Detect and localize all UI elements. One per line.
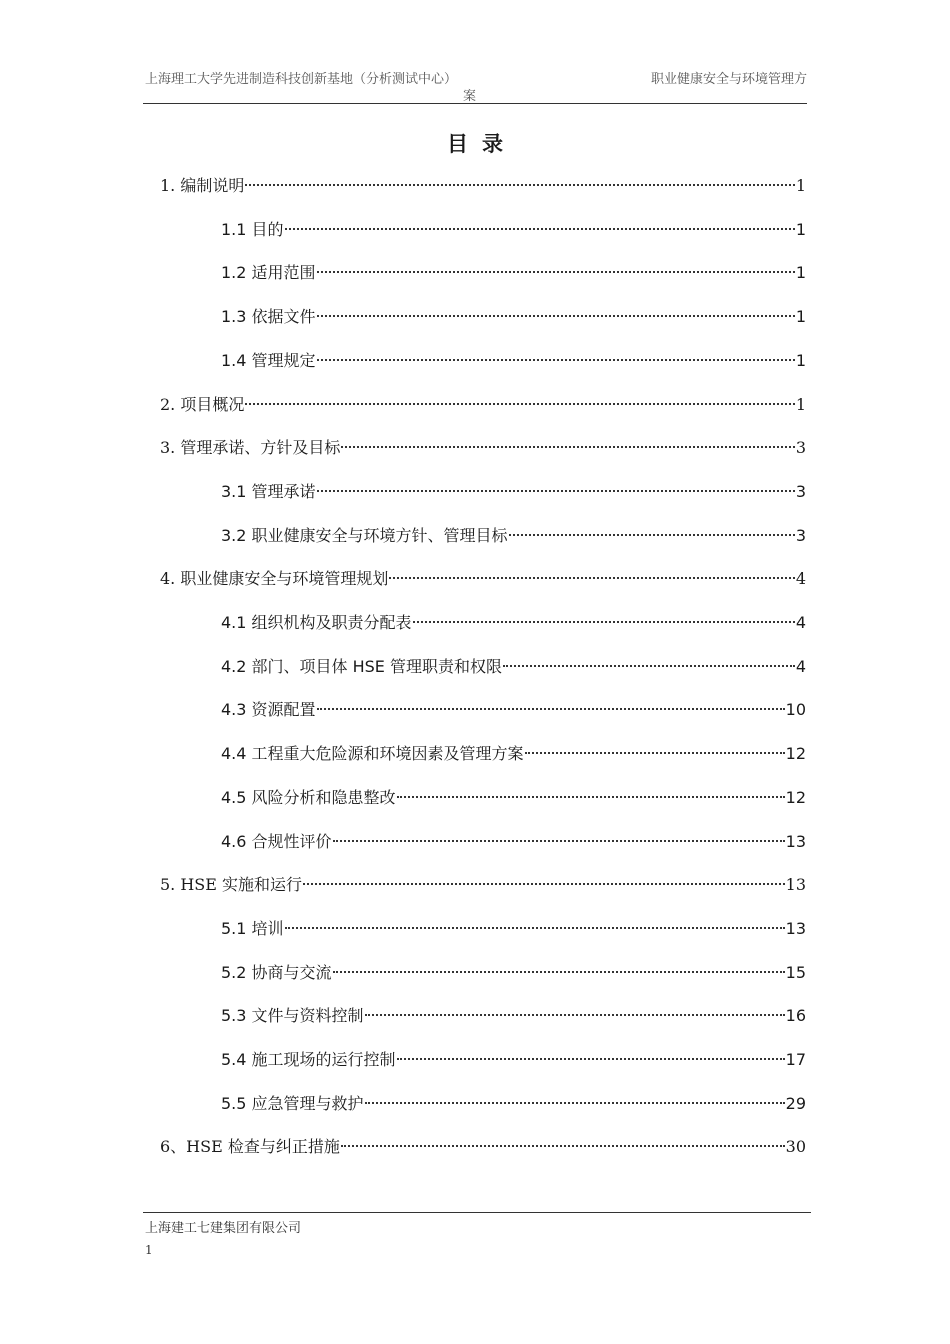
toc-entry-label: 5.5 应急管理与救护 (221, 1094, 364, 1113)
toc-dot-leader (317, 359, 795, 361)
header-left-text: 上海理工大学先进制造科技创新基地（分析测试中心） (145, 72, 458, 87)
toc-entry-page: 13 (785, 875, 806, 894)
toc-dot-leader (413, 621, 795, 623)
toc-entry-label: 1.3 依据文件 (221, 307, 316, 326)
toc-entry-page: 1 (795, 220, 806, 239)
toc-dot-leader (317, 271, 795, 273)
toc-entry-page: 17 (785, 1050, 806, 1069)
toc-entry[interactable] (221, 917, 806, 941)
toc-entry-label: 4.6 合规性评价 (221, 832, 332, 851)
toc-entry-label: 1.2 适用范围 (221, 263, 316, 282)
toc-dot-leader (333, 840, 785, 842)
toc-dot-leader (285, 927, 785, 929)
toc-entry-page: 10 (785, 700, 806, 719)
toc-entry[interactable] (160, 873, 806, 897)
toc-entry-page: 3 (795, 526, 806, 545)
toc-entry[interactable] (160, 393, 806, 417)
footer-page-number: 1 (145, 1243, 153, 1257)
toc-entry-page: 12 (785, 744, 806, 763)
toc-entry-page: 1 (795, 176, 806, 195)
toc-entry[interactable] (160, 436, 806, 460)
toc-entry[interactable] (221, 655, 806, 679)
header-wrap-text: 案 (463, 89, 477, 104)
toc-dot-leader (317, 708, 785, 710)
toc-entry[interactable] (221, 1092, 806, 1116)
toc-entry[interactable] (160, 567, 806, 591)
toc-entry[interactable] (221, 961, 806, 985)
toc-dot-leader (397, 796, 785, 798)
toc-entry[interactable] (221, 305, 806, 329)
page-title: 目录 (447, 131, 517, 156)
footer-company: 上海建工七建集团有限公司 (145, 1221, 302, 1236)
toc-entry-page: 1 (795, 307, 806, 326)
toc-entry[interactable] (221, 742, 806, 766)
toc-entry-page: 16 (785, 1006, 806, 1025)
toc-entry-page: 4 (795, 613, 806, 632)
toc-entry-label: 5.2 协商与交流 (221, 963, 332, 982)
toc-entry-page: 4 (795, 657, 806, 676)
toc-entry-page: 15 (785, 963, 806, 982)
toc-entry[interactable] (221, 480, 806, 504)
toc-dot-leader (509, 534, 795, 536)
toc-dot-leader (341, 446, 794, 448)
toc-dot-leader (317, 315, 795, 317)
toc-entry-label: 1.4 管理规定 (221, 351, 316, 370)
toc-entry-label: 2. 项目概况 (160, 395, 245, 414)
toc-entry-page: 12 (785, 788, 806, 807)
toc-dot-leader (389, 577, 794, 579)
toc-entry-label: 3.1 管理承诺 (221, 482, 316, 501)
toc-entry[interactable] (221, 830, 806, 854)
toc-entry[interactable] (221, 218, 806, 242)
toc-entry-label: 5. HSE 实施和运行 (160, 875, 303, 894)
page-footer (143, 1212, 811, 1257)
toc-entry-label: 1. 编制说明 (160, 176, 245, 195)
toc-dot-leader (365, 1102, 785, 1104)
toc-entry-page: 30 (785, 1137, 806, 1156)
toc-entry[interactable] (221, 261, 806, 285)
toc-entry[interactable] (221, 786, 806, 810)
toc-dot-leader (245, 184, 794, 186)
header-right-text: 职业健康安全与环境管理方 (650, 72, 807, 87)
toc-entry-label: 5.4 施工现场的运行控制 (221, 1050, 396, 1069)
toc-entry-label: 4.1 组织机构及职责分配表 (221, 613, 412, 632)
toc-dot-leader (503, 665, 795, 667)
toc-entry-label: 6、HSE 检查与纠正措施 (160, 1137, 340, 1156)
toc-entry-label: 4.3 资源配置 (221, 700, 316, 719)
toc-dot-leader (285, 228, 795, 230)
toc-entry-page: 29 (785, 1094, 806, 1113)
toc-entry-page: 1 (795, 263, 806, 282)
toc-entry-label: 5.3 文件与资料控制 (221, 1006, 364, 1025)
toc-entry-label: 3. 管理承诺、方针及目标 (160, 438, 341, 457)
toc-entry-page: 1 (795, 351, 806, 370)
toc-entry-label: 5.1 培训 (221, 919, 284, 938)
toc-entry-page: 13 (785, 832, 806, 851)
toc-dot-leader (341, 1145, 785, 1147)
toc-entry[interactable] (221, 349, 806, 373)
toc-entry-label: 4.5 风险分析和隐患整改 (221, 788, 396, 807)
toc-entry[interactable] (221, 1048, 806, 1072)
toc-entry-label: 4. 职业健康安全与环境管理规划 (160, 569, 389, 588)
toc-dot-leader (525, 752, 785, 754)
toc-entry-label: 1.1 目的 (221, 220, 284, 239)
toc-entry-page: 4 (795, 569, 806, 588)
toc-entry[interactable] (160, 1135, 806, 1159)
toc-entry[interactable] (221, 698, 806, 722)
toc-entry-label: 4.2 部门、项目体 HSE 管理职责和权限 (221, 657, 503, 676)
toc-entry[interactable] (221, 524, 806, 548)
toc-entry-page: 13 (785, 919, 806, 938)
toc-dot-leader (303, 883, 785, 885)
toc-entry-label: 3.2 职业健康安全与环境方针、管理目标 (221, 526, 508, 545)
toc-dot-leader (333, 971, 785, 973)
toc-dot-leader (317, 490, 795, 492)
toc-dot-leader (397, 1058, 785, 1060)
toc-entry[interactable] (160, 174, 806, 198)
toc-entry-page: 1 (795, 395, 806, 414)
toc-entry-page: 3 (795, 482, 806, 501)
toc-dot-leader (245, 403, 794, 405)
toc-entry[interactable] (221, 1004, 806, 1028)
toc-entry-page: 3 (795, 438, 806, 457)
toc-entry[interactable] (221, 611, 806, 635)
toc-entry-label: 4.4 工程重大危险源和环境因素及管理方案 (221, 744, 524, 763)
toc-dot-leader (365, 1014, 785, 1016)
